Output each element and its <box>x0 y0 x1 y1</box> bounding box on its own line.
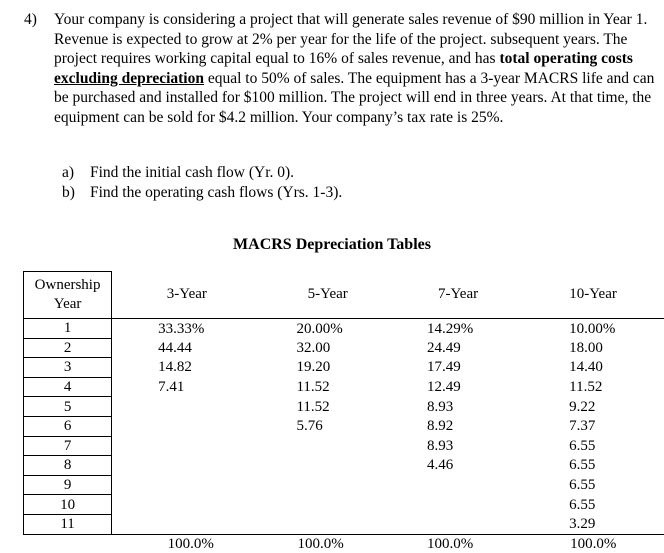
y5-total-cell: 100.0% <box>261 534 393 553</box>
y5-rate-cell: 32.00 <box>261 338 393 358</box>
header-7-year: 7-Year <box>394 272 522 319</box>
y5-rate-cell: 11.52 <box>261 397 393 417</box>
y7-rate-cell <box>394 495 522 515</box>
y5-rate-cell <box>261 514 393 534</box>
problem-number: 4) <box>24 10 37 30</box>
y7-rate-cell: 8.93 <box>394 436 522 456</box>
y5-rate-cell <box>261 475 393 495</box>
totals-spacer <box>24 534 112 553</box>
problem-text-part1: Your company is considering a project that will generate sales revenue of $90 million in Year 1. Revenue is expected to grow at 2% per year for the life of the project. subsequent years. The project requires working capital equal to 16% of sales revenue, and has <box>54 11 647 67</box>
y5-rate-cell: 20.00% <box>261 319 393 339</box>
totals-row <box>24 534 664 553</box>
header-ownership-line1: Ownership <box>35 277 101 293</box>
table-row <box>24 514 664 534</box>
table-row <box>24 358 664 378</box>
y10-rate-cell: 6.55 <box>522 475 664 495</box>
y5-rate-cell: 11.52 <box>261 377 393 397</box>
ownership-year-cell: 11 <box>24 514 112 534</box>
question-part-a <box>62 163 342 183</box>
problem-bold-underline: excluding depreciation <box>54 70 204 87</box>
y5-rate-cell <box>261 456 393 476</box>
y3-rate-cell: 33.33% <box>112 319 262 339</box>
y10-rate-cell: 7.37 <box>522 416 664 436</box>
table-row <box>24 319 664 339</box>
y10-total-cell: 100.0% <box>522 534 664 553</box>
y7-rate-cell: 12.49 <box>394 377 522 397</box>
y3-rate-cell <box>112 416 262 436</box>
ownership-year-cell: 2 <box>24 338 112 358</box>
part-text: Find the operating cash flows (Yrs. 1-3). <box>90 184 342 201</box>
y10-rate-cell: 10.00% <box>522 319 664 339</box>
table-row <box>24 377 664 397</box>
ownership-year-cell: 5 <box>24 397 112 417</box>
y10-rate-cell: 3.29 <box>522 514 664 534</box>
header-3-year: 3-Year <box>112 272 262 319</box>
y3-rate-cell: 14.82 <box>112 358 262 378</box>
table-row <box>24 456 664 476</box>
y7-rate-cell: 17.49 <box>394 358 522 378</box>
table-row <box>24 338 664 358</box>
y10-rate-cell: 18.00 <box>522 338 664 358</box>
y5-rate-cell: 5.76 <box>261 416 393 436</box>
header-10-year: 10-Year <box>522 272 664 319</box>
y5-rate-cell <box>261 436 393 456</box>
problem-text-part2: equal to 50% of sales. The equipment has a 3-year MACRS life and can be purchased and installed for $100 million. The project will end in three years. At that time, the equipment can be sold for $4.2 million. Your company’s tax rate is 25%. <box>54 70 654 126</box>
y3-rate-cell <box>112 436 262 456</box>
y7-rate-cell: 4.46 <box>394 456 522 476</box>
y10-rate-cell: 14.40 <box>522 358 664 378</box>
y5-rate-cell <box>261 495 393 515</box>
problem-body <box>54 10 656 127</box>
ownership-year-cell: 1 <box>24 319 112 339</box>
y3-total-cell: 100.0% <box>112 534 262 553</box>
ownership-year-cell: 9 <box>24 475 112 495</box>
y7-rate-cell: 8.93 <box>394 397 522 417</box>
y3-rate-cell <box>112 475 262 495</box>
y10-rate-cell: 6.55 <box>522 436 664 456</box>
y7-total-cell: 100.0% <box>394 534 522 553</box>
table-title: MACRS Depreciation Tables <box>0 236 664 254</box>
y7-rate-cell <box>394 514 522 534</box>
y3-rate-cell <box>112 514 262 534</box>
y5-rate-cell: 19.20 <box>261 358 393 378</box>
y3-rate-cell: 44.44 <box>112 338 262 358</box>
ownership-year-cell: 4 <box>24 377 112 397</box>
table-header-row <box>24 272 664 319</box>
macrs-table <box>23 271 664 553</box>
y10-rate-cell: 11.52 <box>522 377 664 397</box>
table-row <box>24 416 664 436</box>
ownership-year-cell: 3 <box>24 358 112 378</box>
ownership-year-cell: 6 <box>24 416 112 436</box>
header-ownership-line2: Year <box>54 296 82 312</box>
problem-bold-lead: total operating costs <box>499 50 632 67</box>
y3-rate-cell <box>112 397 262 417</box>
table-row <box>24 475 664 495</box>
header-ownership-year <box>24 272 112 319</box>
y10-rate-cell: 6.55 <box>522 456 664 476</box>
ownership-year-cell: 8 <box>24 456 112 476</box>
part-text: Find the initial cash flow (Yr. 0). <box>90 164 294 181</box>
part-label: a) <box>62 163 90 183</box>
y3-rate-cell: 7.41 <box>112 377 262 397</box>
problem-statement <box>24 10 656 127</box>
ownership-year-cell: 7 <box>24 436 112 456</box>
y3-rate-cell <box>112 456 262 476</box>
part-label: b) <box>62 183 90 203</box>
y10-rate-cell: 6.55 <box>522 495 664 515</box>
y3-rate-cell <box>112 495 262 515</box>
y7-rate-cell: 14.29% <box>394 319 522 339</box>
header-5-year: 5-Year <box>261 272 393 319</box>
y7-rate-cell: 8.92 <box>394 416 522 436</box>
y7-rate-cell <box>394 475 522 495</box>
question-part-b <box>62 183 342 203</box>
y10-rate-cell: 9.22 <box>522 397 664 417</box>
table-row <box>24 495 664 515</box>
table-row <box>24 436 664 456</box>
question-parts <box>62 163 342 203</box>
y7-rate-cell: 24.49 <box>394 338 522 358</box>
table-row <box>24 397 664 417</box>
ownership-year-cell: 10 <box>24 495 112 515</box>
